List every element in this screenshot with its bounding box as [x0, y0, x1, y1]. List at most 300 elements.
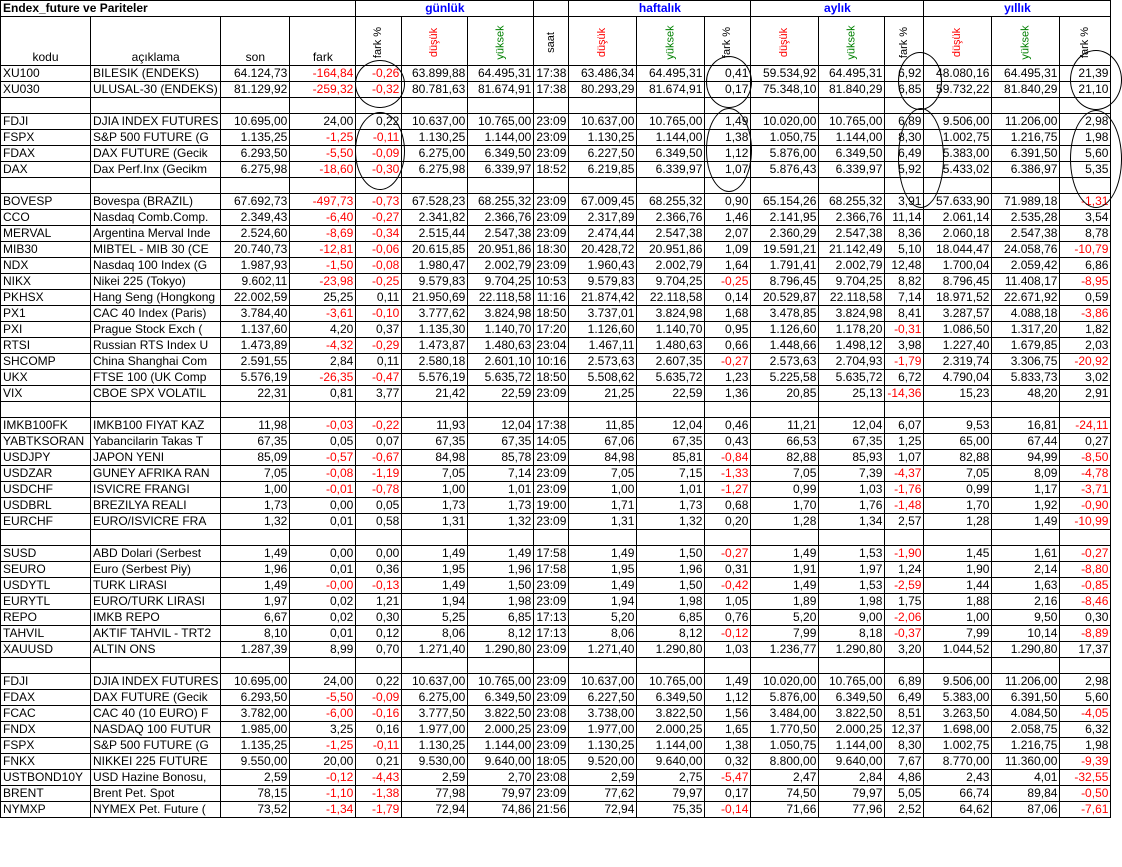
cell-daily-dusuk[interactable]: 10.637,00 [402, 114, 468, 130]
cell-weekly-fark-pct[interactable]: 1,12 [705, 690, 751, 706]
cell-daily-fark-pct[interactable]: -0,08 [356, 258, 402, 274]
cell-monthly-dusuk[interactable]: 2.573,63 [751, 354, 819, 370]
cell-fark[interactable]: 25,25 [290, 290, 356, 306]
cell-yearly-dusuk[interactable]: 8.770,00 [924, 754, 992, 770]
blank-cell[interactable] [569, 402, 637, 418]
cell-daily-yuksek[interactable]: 81.674,91 [468, 82, 534, 98]
cell-daily-fark-pct[interactable]: -4,43 [356, 770, 402, 786]
cell-fark[interactable]: -0,08 [290, 466, 356, 482]
blank-cell[interactable] [751, 402, 819, 418]
cell-monthly-yuksek[interactable]: 1,98 [819, 594, 885, 610]
cell-son[interactable]: 1,32 [221, 514, 290, 530]
cell-monthly-fark-pct[interactable]: 6,07 [885, 418, 924, 434]
cell-daily-yuksek[interactable]: 6.349,50 [468, 690, 534, 706]
cell-weekly-yuksek[interactable]: 1,50 [637, 546, 705, 562]
cell-kodu[interactable]: RTSI [1, 338, 91, 354]
cell-yearly-yuksek[interactable]: 1,63 [992, 578, 1060, 594]
blank-cell[interactable] [819, 178, 885, 194]
cell-monthly-yuksek[interactable]: 25,13 [819, 386, 885, 402]
blank-cell[interactable] [924, 178, 992, 194]
cell-fark[interactable]: -0,12 [290, 770, 356, 786]
cell-monthly-fark-pct[interactable]: 1,75 [885, 594, 924, 610]
cell-monthly-dusuk[interactable]: 59.534,92 [751, 66, 819, 82]
cell-monthly-dusuk[interactable]: 7,99 [751, 626, 819, 642]
blank-cell[interactable] [705, 98, 751, 114]
cell-son[interactable]: 1.135,25 [221, 130, 290, 146]
cell-daily-dusuk[interactable]: 1,31 [402, 514, 468, 530]
cell-weekly-yuksek[interactable]: 67,35 [637, 434, 705, 450]
cell-weekly-yuksek[interactable]: 22,59 [637, 386, 705, 402]
cell-yearly-fark-pct[interactable]: 2,03 [1060, 338, 1111, 354]
cell-weekly-dusuk[interactable]: 63.486,34 [569, 66, 637, 82]
cell-fark[interactable]: 0,02 [290, 610, 356, 626]
cell-weekly-yuksek[interactable]: 2,75 [637, 770, 705, 786]
cell-daily-yuksek[interactable]: 1.144,00 [468, 738, 534, 754]
cell-daily-fark-pct[interactable]: -0,06 [356, 242, 402, 258]
cell-fark[interactable]: -497,73 [290, 194, 356, 210]
cell-weekly-yuksek[interactable]: 1.290,80 [637, 642, 705, 658]
cell-monthly-dusuk[interactable]: 2,47 [751, 770, 819, 786]
cell-saat[interactable]: 17:38 [534, 418, 569, 434]
cell-kodu[interactable]: USDJPY [1, 450, 91, 466]
cell-weekly-fark-pct[interactable]: -1,33 [705, 466, 751, 482]
col-fark[interactable]: fark [290, 17, 356, 66]
cell-yearly-yuksek[interactable]: 64.495,31 [992, 66, 1060, 82]
cell-daily-dusuk[interactable]: 1,49 [402, 546, 468, 562]
blank-cell[interactable] [992, 178, 1060, 194]
cell-kodu[interactable]: XU100 [1, 66, 91, 82]
cell-daily-fark-pct[interactable]: 0,16 [356, 722, 402, 738]
cell-yearly-dusuk[interactable]: 2,43 [924, 770, 992, 786]
cell-daily-dusuk[interactable]: 1,94 [402, 594, 468, 610]
cell-yearly-yuksek[interactable]: 4.088,18 [992, 306, 1060, 322]
cell-yearly-dusuk[interactable]: 1,44 [924, 578, 992, 594]
cell-daily-yuksek[interactable]: 1,50 [468, 578, 534, 594]
cell-yearly-yuksek[interactable]: 1.290,80 [992, 642, 1060, 658]
cell-monthly-dusuk[interactable]: 5.876,00 [751, 146, 819, 162]
cell-son[interactable]: 67.692,73 [221, 194, 290, 210]
cell-fark[interactable]: 0,01 [290, 562, 356, 578]
blank-cell[interactable] [637, 658, 705, 674]
cell-kodu[interactable]: NIKX [1, 274, 91, 290]
cell-monthly-yuksek[interactable]: 6.349,50 [819, 690, 885, 706]
cell-daily-dusuk[interactable]: 6.275,00 [402, 146, 468, 162]
cell-kodu[interactable]: XAUUSD [1, 642, 91, 658]
cell-fark[interactable]: -8,69 [290, 226, 356, 242]
cell-weekly-yuksek[interactable]: 81.674,91 [637, 82, 705, 98]
cell-aciklama[interactable]: ULUSAL-30 (ENDEKS) [91, 82, 221, 98]
cell-monthly-yuksek[interactable]: 79,97 [819, 786, 885, 802]
cell-monthly-dusuk[interactable]: 7,05 [751, 466, 819, 482]
cell-kodu[interactable]: TAHVIL [1, 626, 91, 642]
cell-yearly-yuksek[interactable]: 67,44 [992, 434, 1060, 450]
cell-weekly-dusuk[interactable]: 10.637,00 [569, 674, 637, 690]
cell-daily-yuksek[interactable]: 67,35 [468, 434, 534, 450]
cell-daily-fark-pct[interactable]: -0,22 [356, 418, 402, 434]
blank-cell[interactable] [1, 178, 91, 194]
cell-fark[interactable]: -0,03 [290, 418, 356, 434]
cell-monthly-yuksek[interactable]: 1,53 [819, 546, 885, 562]
cell-fark[interactable]: -18,60 [290, 162, 356, 178]
cell-monthly-fark-pct[interactable]: -1,76 [885, 482, 924, 498]
cell-aciklama[interactable]: Brent Pet. Spot [91, 786, 221, 802]
blank-cell[interactable] [290, 178, 356, 194]
cell-weekly-dusuk[interactable]: 67.009,45 [569, 194, 637, 210]
cell-fark[interactable]: -1,10 [290, 786, 356, 802]
cell-monthly-fark-pct[interactable]: 3,98 [885, 338, 924, 354]
blank-cell[interactable] [1, 530, 91, 546]
cell-weekly-fark-pct[interactable]: 1,09 [705, 242, 751, 258]
cell-son[interactable]: 1,97 [221, 594, 290, 610]
cell-weekly-dusuk[interactable]: 10.637,00 [569, 114, 637, 130]
cell-monthly-dusuk[interactable]: 1,91 [751, 562, 819, 578]
cell-kodu[interactable]: BRENT [1, 786, 91, 802]
cell-yearly-dusuk[interactable]: 1,90 [924, 562, 992, 578]
cell-daily-yuksek[interactable]: 9.704,25 [468, 274, 534, 290]
cell-daily-yuksek[interactable]: 2.366,76 [468, 210, 534, 226]
cell-yearly-yuksek[interactable]: 6.386,97 [992, 162, 1060, 178]
cell-monthly-yuksek[interactable]: 9.640,00 [819, 754, 885, 770]
blank-cell[interactable] [819, 98, 885, 114]
cell-daily-yuksek[interactable]: 2.547,38 [468, 226, 534, 242]
cell-monthly-yuksek[interactable]: 3.824,98 [819, 306, 885, 322]
cell-saat[interactable]: 23:09 [534, 226, 569, 242]
cell-daily-dusuk[interactable]: 63.899,88 [402, 66, 468, 82]
cell-yearly-dusuk[interactable]: 2.319,74 [924, 354, 992, 370]
cell-monthly-fark-pct[interactable]: 4,86 [885, 770, 924, 786]
blank-cell[interactable] [221, 658, 290, 674]
cell-daily-dusuk[interactable]: 8,06 [402, 626, 468, 642]
cell-daily-dusuk[interactable]: 1,00 [402, 482, 468, 498]
cell-monthly-yuksek[interactable]: 1.290,80 [819, 642, 885, 658]
cell-yearly-fark-pct[interactable]: -0,90 [1060, 498, 1111, 514]
cell-weekly-yuksek[interactable]: 79,97 [637, 786, 705, 802]
cell-monthly-fark-pct[interactable]: 2,57 [885, 514, 924, 530]
cell-daily-fark-pct[interactable]: -0,11 [356, 130, 402, 146]
cell-son[interactable]: 7,05 [221, 466, 290, 482]
cell-yearly-yuksek[interactable]: 1.679,85 [992, 338, 1060, 354]
cell-kodu[interactable]: USDCHF [1, 482, 91, 498]
cell-weekly-dusuk[interactable]: 80.293,29 [569, 82, 637, 98]
cell-monthly-dusuk[interactable]: 3.484,00 [751, 706, 819, 722]
cell-son[interactable]: 1.985,00 [221, 722, 290, 738]
cell-monthly-fark-pct[interactable]: -1,90 [885, 546, 924, 562]
cell-daily-fark-pct[interactable]: 0,22 [356, 114, 402, 130]
cell-fark[interactable]: -164,84 [290, 66, 356, 82]
cell-daily-yuksek[interactable]: 5.635,72 [468, 370, 534, 386]
blank-cell[interactable] [569, 530, 637, 546]
cell-weekly-yuksek[interactable]: 2.000,25 [637, 722, 705, 738]
cell-monthly-yuksek[interactable]: 1,76 [819, 498, 885, 514]
cell-weekly-fark-pct[interactable]: 1,05 [705, 594, 751, 610]
cell-monthly-yuksek[interactable]: 1,53 [819, 578, 885, 594]
cell-yearly-yuksek[interactable]: 1,92 [992, 498, 1060, 514]
cell-monthly-dusuk[interactable]: 19.591,21 [751, 242, 819, 258]
col-aciklama[interactable]: açıklama [91, 17, 221, 66]
cell-weekly-yuksek[interactable]: 1,98 [637, 594, 705, 610]
group-daily[interactable]: günlük [356, 1, 534, 17]
cell-monthly-fark-pct[interactable]: 2,52 [885, 802, 924, 818]
cell-monthly-dusuk[interactable]: 11,21 [751, 418, 819, 434]
cell-weekly-fark-pct[interactable]: -0,27 [705, 546, 751, 562]
blank-cell[interactable] [534, 1, 569, 17]
cell-daily-dusuk[interactable]: 84,98 [402, 450, 468, 466]
cell-aciklama[interactable]: DAX FUTURE (Gecik [91, 146, 221, 162]
cell-son[interactable]: 10.695,00 [221, 674, 290, 690]
cell-monthly-dusuk[interactable]: 8.800,00 [751, 754, 819, 770]
cell-yearly-fark-pct[interactable]: 1,82 [1060, 322, 1111, 338]
cell-son[interactable]: 1,96 [221, 562, 290, 578]
cell-yearly-yuksek[interactable]: 6.391,50 [992, 146, 1060, 162]
blank-cell[interactable] [1060, 98, 1111, 114]
cell-weekly-dusuk[interactable]: 1.126,60 [569, 322, 637, 338]
blank-cell[interactable] [290, 658, 356, 674]
cell-weekly-dusuk[interactable]: 5,20 [569, 610, 637, 626]
cell-fark[interactable]: -1,25 [290, 130, 356, 146]
cell-saat[interactable]: 23:09 [534, 130, 569, 146]
blank-cell[interactable] [356, 658, 402, 674]
cell-monthly-yuksek[interactable]: 1,34 [819, 514, 885, 530]
cell-weekly-yuksek[interactable]: 1.140,70 [637, 322, 705, 338]
cell-saat[interactable]: 23:09 [534, 594, 569, 610]
cell-saat[interactable]: 23:09 [534, 210, 569, 226]
cell-monthly-fark-pct[interactable]: 6,72 [885, 370, 924, 386]
cell-monthly-fark-pct[interactable]: 5,10 [885, 242, 924, 258]
cell-daily-fark-pct[interactable]: -0,29 [356, 338, 402, 354]
cell-monthly-fark-pct[interactable]: -0,37 [885, 626, 924, 642]
blank-cell[interactable] [819, 530, 885, 546]
cell-aciklama[interactable]: FTSE 100 (UK Comp [91, 370, 221, 386]
cell-weekly-dusuk[interactable]: 1,49 [569, 578, 637, 594]
cell-saat[interactable]: 23:09 [534, 786, 569, 802]
cell-son[interactable]: 1,73 [221, 498, 290, 514]
cell-yearly-yuksek[interactable]: 1.317,20 [992, 322, 1060, 338]
blank-cell[interactable] [91, 402, 221, 418]
cell-monthly-dusuk[interactable]: 3.478,85 [751, 306, 819, 322]
blank-cell[interactable] [992, 658, 1060, 674]
cell-weekly-yuksek[interactable]: 1.144,00 [637, 130, 705, 146]
cell-saat[interactable]: 17:13 [534, 626, 569, 642]
cell-daily-yuksek[interactable]: 1,01 [468, 482, 534, 498]
cell-saat[interactable]: 23:09 [534, 578, 569, 594]
cell-weekly-yuksek[interactable]: 1,73 [637, 498, 705, 514]
cell-fark[interactable]: -6,40 [290, 210, 356, 226]
cell-yearly-dusuk[interactable]: 7,05 [924, 466, 992, 482]
cell-aciklama[interactable]: ABD Dolari (Serbest [91, 546, 221, 562]
cell-yearly-yuksek[interactable]: 2.547,38 [992, 226, 1060, 242]
blank-cell[interactable] [356, 98, 402, 114]
cell-saat[interactable]: 21:56 [534, 802, 569, 818]
cell-yearly-fark-pct[interactable]: -10,99 [1060, 514, 1111, 530]
cell-aciklama[interactable]: GUNEY AFRIKA RAN [91, 466, 221, 482]
cell-weekly-yuksek[interactable]: 6,85 [637, 610, 705, 626]
cell-weekly-fark-pct[interactable]: 1,49 [705, 114, 751, 130]
cell-saat[interactable]: 23:09 [534, 466, 569, 482]
blank-cell[interactable] [402, 530, 468, 546]
blank-cell[interactable] [468, 658, 534, 674]
cell-saat[interactable]: 18:50 [534, 306, 569, 322]
cell-daily-dusuk[interactable]: 5.576,19 [402, 370, 468, 386]
cell-weekly-fark-pct[interactable]: 1,12 [705, 146, 751, 162]
cell-daily-fark-pct[interactable]: -1,19 [356, 466, 402, 482]
group-weekly[interactable]: haftalık [569, 1, 751, 17]
cell-weekly-yuksek[interactable]: 2.547,38 [637, 226, 705, 242]
cell-daily-dusuk[interactable]: 2.580,18 [402, 354, 468, 370]
cell-monthly-fark-pct[interactable]: 12,37 [885, 722, 924, 738]
cell-fark[interactable]: 24,00 [290, 674, 356, 690]
cell-monthly-dusuk[interactable]: 1.448,66 [751, 338, 819, 354]
blank-cell[interactable] [885, 98, 924, 114]
cell-weekly-dusuk[interactable]: 1,94 [569, 594, 637, 610]
cell-daily-fark-pct[interactable]: -0,34 [356, 226, 402, 242]
cell-monthly-fark-pct[interactable]: 8,41 [885, 306, 924, 322]
blank-cell[interactable] [751, 658, 819, 674]
cell-yearly-dusuk[interactable]: 1.227,40 [924, 338, 992, 354]
cell-fark[interactable]: -1,25 [290, 738, 356, 754]
cell-saat[interactable]: 23:09 [534, 642, 569, 658]
blank-cell[interactable] [468, 178, 534, 194]
cell-weekly-dusuk[interactable]: 2.474,44 [569, 226, 637, 242]
cell-yearly-yuksek[interactable]: 24.058,76 [992, 242, 1060, 258]
cell-yearly-dusuk[interactable]: 1.002,75 [924, 130, 992, 146]
cell-yearly-yuksek[interactable]: 9,50 [992, 610, 1060, 626]
cell-son[interactable]: 67,35 [221, 434, 290, 450]
blank-cell[interactable] [705, 530, 751, 546]
cell-kodu[interactable]: UKX [1, 370, 91, 386]
cell-weekly-fark-pct[interactable]: 0,95 [705, 322, 751, 338]
cell-yearly-yuksek[interactable]: 2.535,28 [992, 210, 1060, 226]
col-monthly-yuksek[interactable] [819, 17, 885, 66]
cell-weekly-dusuk[interactable]: 9.520,00 [569, 754, 637, 770]
cell-weekly-fark-pct[interactable]: 0,66 [705, 338, 751, 354]
blank-cell[interactable] [751, 178, 819, 194]
blank-cell[interactable] [885, 530, 924, 546]
cell-daily-dusuk[interactable]: 1.473,87 [402, 338, 468, 354]
cell-aciklama[interactable]: Bovespa (BRAZIL) [91, 194, 221, 210]
cell-weekly-yuksek[interactable]: 8,12 [637, 626, 705, 642]
blank-cell[interactable] [1060, 178, 1111, 194]
cell-monthly-fark-pct[interactable]: 6,49 [885, 690, 924, 706]
cell-weekly-fark-pct[interactable]: -0,25 [705, 274, 751, 290]
cell-aciklama[interactable]: JAPON YENI [91, 450, 221, 466]
cell-monthly-yuksek[interactable]: 77,96 [819, 802, 885, 818]
cell-aciklama[interactable]: EURO/ISVICRE FRA [91, 514, 221, 530]
cell-fark[interactable]: 0,00 [290, 546, 356, 562]
cell-monthly-fark-pct[interactable]: -2,59 [885, 578, 924, 594]
cell-daily-dusuk[interactable]: 67.528,23 [402, 194, 468, 210]
cell-monthly-fark-pct[interactable]: 6,85 [885, 82, 924, 98]
cell-yearly-yuksek[interactable]: 87,06 [992, 802, 1060, 818]
cell-saat[interactable]: 23:09 [534, 722, 569, 738]
cell-yearly-dusuk[interactable]: 18.971,52 [924, 290, 992, 306]
cell-daily-yuksek[interactable]: 22.118,58 [468, 290, 534, 306]
cell-fark[interactable]: 3,25 [290, 722, 356, 738]
cell-son[interactable]: 64.124,73 [221, 66, 290, 82]
cell-yearly-yuksek[interactable]: 8,09 [992, 466, 1060, 482]
blank-cell[interactable] [468, 402, 534, 418]
cell-yearly-yuksek[interactable]: 4.084,50 [992, 706, 1060, 722]
cell-weekly-dusuk[interactable]: 3.738,00 [569, 706, 637, 722]
cell-monthly-fark-pct[interactable]: -14,36 [885, 386, 924, 402]
cell-son[interactable]: 6.293,50 [221, 690, 290, 706]
cell-weekly-dusuk[interactable]: 6.219,85 [569, 162, 637, 178]
cell-weekly-dusuk[interactable]: 2.317,89 [569, 210, 637, 226]
cell-yearly-dusuk[interactable]: 1.002,75 [924, 738, 992, 754]
cell-yearly-yuksek[interactable]: 2.059,42 [992, 258, 1060, 274]
col-weekly-yuksek[interactable] [637, 17, 705, 66]
cell-aciklama[interactable]: DJIA INDEX FUTURES [91, 674, 221, 690]
cell-monthly-dusuk[interactable]: 0,99 [751, 482, 819, 498]
blank-cell[interactable] [924, 98, 992, 114]
cell-daily-fark-pct[interactable]: -0,47 [356, 370, 402, 386]
cell-kodu[interactable]: SUSD [1, 546, 91, 562]
cell-yearly-fark-pct[interactable]: -8,50 [1060, 450, 1111, 466]
cell-weekly-yuksek[interactable]: 22.118,58 [637, 290, 705, 306]
cell-monthly-yuksek[interactable]: 1,97 [819, 562, 885, 578]
cell-son[interactable]: 2.591,55 [221, 354, 290, 370]
cell-monthly-fark-pct[interactable]: 8,82 [885, 274, 924, 290]
cell-daily-fark-pct[interactable]: 1,21 [356, 594, 402, 610]
cell-kodu[interactable]: NYMXP [1, 802, 91, 818]
cell-saat[interactable]: 14:05 [534, 434, 569, 450]
cell-monthly-yuksek[interactable]: 2.547,38 [819, 226, 885, 242]
cell-weekly-yuksek[interactable]: 5.635,72 [637, 370, 705, 386]
cell-yearly-dusuk[interactable]: 0,99 [924, 482, 992, 498]
cell-weekly-dusuk[interactable]: 1,95 [569, 562, 637, 578]
cell-aciklama[interactable]: BREZILYA REALI [91, 498, 221, 514]
cell-son[interactable]: 3.782,00 [221, 706, 290, 722]
cell-son[interactable]: 1,49 [221, 578, 290, 594]
blank-cell[interactable] [819, 658, 885, 674]
cell-monthly-fark-pct[interactable]: 1,07 [885, 450, 924, 466]
cell-daily-dusuk[interactable]: 3.777,50 [402, 706, 468, 722]
cell-daily-dusuk[interactable]: 21,42 [402, 386, 468, 402]
cell-weekly-dusuk[interactable]: 6.227,50 [569, 146, 637, 162]
cell-son[interactable]: 6,67 [221, 610, 290, 626]
cell-monthly-dusuk[interactable]: 10.020,00 [751, 674, 819, 690]
cell-yearly-yuksek[interactable]: 81.840,29 [992, 82, 1060, 98]
cell-fark[interactable]: 2,84 [290, 354, 356, 370]
cell-daily-dusuk[interactable]: 1.130,25 [402, 130, 468, 146]
cell-kodu[interactable]: XU030 [1, 82, 91, 98]
cell-daily-dusuk[interactable]: 9.579,83 [402, 274, 468, 290]
cell-yearly-fark-pct[interactable]: 0,59 [1060, 290, 1111, 306]
cell-weekly-fark-pct[interactable]: 0,17 [705, 786, 751, 802]
cell-saat[interactable]: 18:05 [534, 754, 569, 770]
cell-kodu[interactable]: FSPX [1, 738, 91, 754]
cell-weekly-fark-pct[interactable]: 2,07 [705, 226, 751, 242]
blank-cell[interactable] [924, 402, 992, 418]
cell-weekly-yuksek[interactable]: 85,81 [637, 450, 705, 466]
cell-monthly-dusuk[interactable]: 1.236,77 [751, 642, 819, 658]
cell-fark[interactable]: -0,57 [290, 450, 356, 466]
cell-weekly-fark-pct[interactable]: 1,46 [705, 210, 751, 226]
blank-cell[interactable] [1, 658, 91, 674]
cell-kodu[interactable]: PX1 [1, 306, 91, 322]
cell-son[interactable]: 81.129,92 [221, 82, 290, 98]
cell-monthly-yuksek[interactable]: 7,39 [819, 466, 885, 482]
cell-yearly-dusuk[interactable]: 7,99 [924, 626, 992, 642]
cell-yearly-yuksek[interactable]: 1.216,75 [992, 738, 1060, 754]
cell-yearly-yuksek[interactable]: 1,49 [992, 514, 1060, 530]
cell-yearly-dusuk[interactable]: 82,88 [924, 450, 992, 466]
cell-yearly-fark-pct[interactable]: 2,98 [1060, 114, 1111, 130]
cell-yearly-fark-pct[interactable]: 5,35 [1060, 162, 1111, 178]
cell-fark[interactable]: -1,50 [290, 258, 356, 274]
cell-aciklama[interactable]: Yabancilarin Takas T [91, 434, 221, 450]
cell-monthly-fark-pct[interactable]: 7,67 [885, 754, 924, 770]
cell-daily-dusuk[interactable]: 6.275,00 [402, 690, 468, 706]
